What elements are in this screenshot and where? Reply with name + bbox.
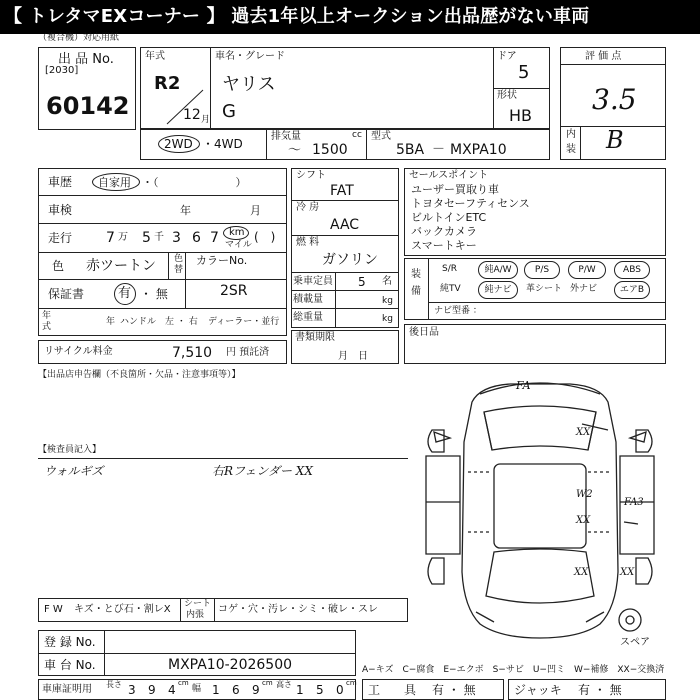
inspection-month: 月 (250, 204, 261, 217)
jack-label: ジャッキ (514, 683, 562, 697)
recycle-value: 7,510 (172, 345, 213, 361)
length-digit-2: 9 (148, 683, 156, 697)
interior-label-bottom: 装 (566, 144, 576, 155)
width-unit: cm (262, 679, 273, 687)
name-label: 車名・グレード (215, 51, 285, 62)
car-roof (494, 464, 586, 548)
load-label: 積載量 (293, 294, 323, 305)
model-prefix: 5BA (396, 142, 425, 158)
sales-point-4: バックカメラ (411, 225, 477, 238)
paper-subnote: （複合機）対応用紙 (38, 33, 120, 43)
length-unit: cm (178, 679, 189, 687)
navi-model-label: ナビ型番 ： (434, 306, 482, 316)
reg-label: 登 録 No. (44, 635, 96, 649)
jack-value: 有 ・ 無 (578, 683, 622, 697)
warranty-yes: 有 (118, 286, 132, 301)
sales-point-5: スマートキー (411, 239, 477, 252)
header-title: 【 トレタマEXコーナー 】 過去1年以上オークション出品歴がない車両 (4, 6, 590, 27)
capacity-value: 5 (358, 275, 366, 289)
after-label: 後日品 (409, 327, 439, 338)
equip-navi: 純ナビ (478, 281, 518, 299)
length-digit-1: 3 (128, 683, 136, 697)
height-unit: cm (346, 679, 357, 687)
tools-label: 工 具 (368, 683, 417, 697)
garage-cert-label: 車庫証明用 (42, 684, 92, 695)
ac-label: 冷 房 (296, 202, 320, 213)
car-name: ヤリス (222, 74, 276, 95)
score-value: 3.5 (592, 83, 637, 116)
equip-alloy-wheel: 純A/W (478, 261, 518, 279)
model-code: MXPA10 (450, 142, 507, 158)
equip-ext-navi: 外ナビ (570, 284, 598, 294)
car-right-rear-wheel (636, 558, 652, 584)
legend-fw-items: キズ・とび石・割レX (74, 604, 171, 615)
mileage-digit-5: 7 (210, 230, 219, 246)
year-month: 12 (183, 107, 201, 123)
interior-grade: B (606, 126, 624, 154)
equip-label-top: 装 (411, 269, 421, 280)
displacement-label: 排気量 (271, 131, 301, 142)
model-label: 型式 (371, 131, 391, 142)
color-change-bottom: 替 (174, 265, 184, 275)
diagram-mark-1: XX (576, 427, 591, 438)
diagram-mark-4: FA3 (624, 497, 644, 508)
car-side-dashes (468, 472, 612, 532)
colorno-label: カラーNo. (196, 254, 248, 267)
inspection-year: 年 (180, 204, 191, 217)
sales-point-1: ユーザー買取り車 (411, 183, 499, 196)
recycle-unit: 円 預託済 (226, 347, 270, 358)
model-dash: － (432, 142, 446, 157)
row-dealer: ディーラー・並行 (208, 317, 280, 327)
car-left-rear-wheel (428, 558, 444, 584)
history-value: 自家用 (98, 176, 131, 189)
chassis-label: 車 台 No. (44, 658, 96, 672)
warranty-label: 保証書 (48, 287, 85, 301)
legend-sheet-label-bottom: 内張 (186, 610, 205, 620)
load-unit: kg (382, 296, 393, 306)
equip-power-steering: P/S (524, 261, 560, 279)
mileage-unit-mile: マイル (225, 240, 252, 250)
diagram-front-mark: FA (516, 379, 531, 392)
capacity-unit: 名 (382, 276, 392, 287)
shape: HB (509, 106, 533, 125)
car-outline (462, 384, 618, 638)
legend-fw-label: F W (44, 604, 63, 615)
car-left-mirror (434, 432, 450, 442)
diagram-mark-5: XX (574, 567, 589, 578)
interior-label-top: 内 (566, 129, 576, 140)
car-spare-wheel (619, 609, 641, 631)
score-label: 評 価 点 (585, 51, 622, 62)
row-label-top: 年 (42, 311, 52, 321)
inspector-label: 【検査員記入】 (38, 445, 102, 455)
equip-airbag: エアB (614, 281, 650, 299)
chassis-value: MXPA10-2026500 (168, 657, 293, 673)
mileage-digit-2: 5 (142, 230, 151, 246)
lot-label: 出 品 No. (58, 52, 114, 67)
diagram-mark-2: W2 (576, 489, 593, 500)
lot-code: [2030] (45, 65, 79, 76)
mileage-unit-man: 万 (118, 232, 128, 243)
sales-label: セールスポイント (409, 170, 489, 181)
inspector-note-1: ウォルギズ (44, 464, 104, 478)
equip-label-bottom: 備 (411, 286, 421, 297)
row-label-bottom: 式 (42, 322, 52, 332)
equip-leather: 革シート (526, 284, 563, 294)
width-digit-3: 9 (252, 683, 260, 697)
color-change-top: 色 (174, 254, 184, 264)
height-digit-1: 1 (296, 683, 304, 697)
car-spare-hub (626, 616, 634, 624)
month-unit: 月 (201, 115, 211, 125)
ac-value: AAC (330, 217, 360, 233)
year-label: 年式 (145, 51, 165, 62)
shape-label: 形状 (497, 90, 517, 101)
year-era: R2 (154, 73, 181, 94)
height-label: 高さ (276, 680, 292, 689)
codes-legend: A−キズ C−腐食 E−エクボ S−サビ U−凹ミ W−補修 XX−交換済 (362, 665, 665, 675)
car-right-mirror (630, 432, 646, 442)
color-value: 赤ツートン (86, 258, 156, 274)
diagram-mark-6: XX (620, 567, 635, 578)
docs-unit: 月 日 (338, 351, 368, 362)
diagram-mark-3: XX (576, 515, 591, 526)
shift-label: シフト (296, 170, 326, 181)
equip-power-window: P/W (568, 261, 606, 279)
history-rest: ・（ ） (142, 176, 247, 189)
shift-value: FAT (330, 183, 354, 199)
mileage-digit-1: 7 (106, 230, 115, 246)
sales-point-3: ビルトインETC (411, 211, 487, 224)
height-digit-3: 0 (336, 683, 344, 697)
row-handle: ハンドル 左 ・ 右 (120, 317, 198, 327)
diagram-rear-mark: スペア (620, 637, 650, 648)
grade: G (222, 101, 236, 122)
weight-unit: kg (382, 314, 393, 324)
warranty-no: ・ 無 (140, 287, 168, 301)
mileage-label: 走行 (48, 231, 73, 245)
lot-number: 60142 (46, 92, 130, 120)
inspector-note-2: 右Rフェンダー XX (212, 464, 313, 478)
width-digit-1: 1 (212, 683, 220, 697)
color-label: 色 (52, 259, 65, 273)
length-label: 長さ (106, 680, 122, 689)
width-label: 幅 (192, 684, 202, 694)
mileage-digit-3: 3 (172, 230, 181, 246)
colorno-value: 2SR (220, 283, 248, 299)
equip-tv: 純TV (440, 284, 461, 294)
car-rear-lamps (476, 612, 604, 622)
car-left-doors (426, 456, 460, 554)
recycle-label: リサイクル料金 (44, 346, 113, 357)
legend-sheet-label-top: シート (184, 599, 212, 609)
width-digit-2: 6 (232, 683, 240, 697)
mileage-digit-4: 6 (192, 230, 201, 246)
drive-4wd: ・4WD (202, 137, 243, 151)
displacement: 1500 (312, 142, 348, 158)
car-diagram (410, 372, 670, 648)
height-digit-2: 5 (316, 683, 324, 697)
displacement-prefix: ～ (288, 143, 302, 158)
doors: 5 (518, 62, 530, 83)
after-box (404, 324, 666, 364)
inspection-label: 車検 (48, 203, 73, 217)
mileage-paren: ( ) (254, 230, 276, 244)
weight-label: 総重量 (293, 312, 323, 323)
equip-abs: ABS (614, 261, 650, 279)
history-label: 車歴 (48, 175, 73, 189)
mileage-unit-sen: 千 (154, 232, 164, 243)
row-year: 年 (106, 317, 116, 327)
fuel-value: ガソリン (322, 252, 378, 268)
sales-point-2: トヨタセーフティセンス (411, 197, 530, 210)
displacement-unit: cc (352, 130, 362, 140)
door-label: ドア (497, 51, 517, 62)
drive-2wd: 2WD (164, 137, 193, 151)
length-digit-3: 4 (168, 683, 176, 697)
legend-sheet-items: コゲ・穴・汚レ・シミ・破レ・スレ (218, 604, 378, 615)
fuel-label: 燃 料 (296, 237, 320, 248)
mileage-unit-km: km (229, 227, 245, 238)
docs-label: 書類期限 (295, 332, 335, 343)
capacity-label: 乗車定員 (293, 276, 333, 287)
equip-sr: S/R (442, 264, 457, 274)
dealer-note-label: 【出品店申告欄（不良箇所・欠品・注意事項等）】 (38, 370, 241, 380)
tools-value: 有 ・ 無 (432, 683, 476, 697)
